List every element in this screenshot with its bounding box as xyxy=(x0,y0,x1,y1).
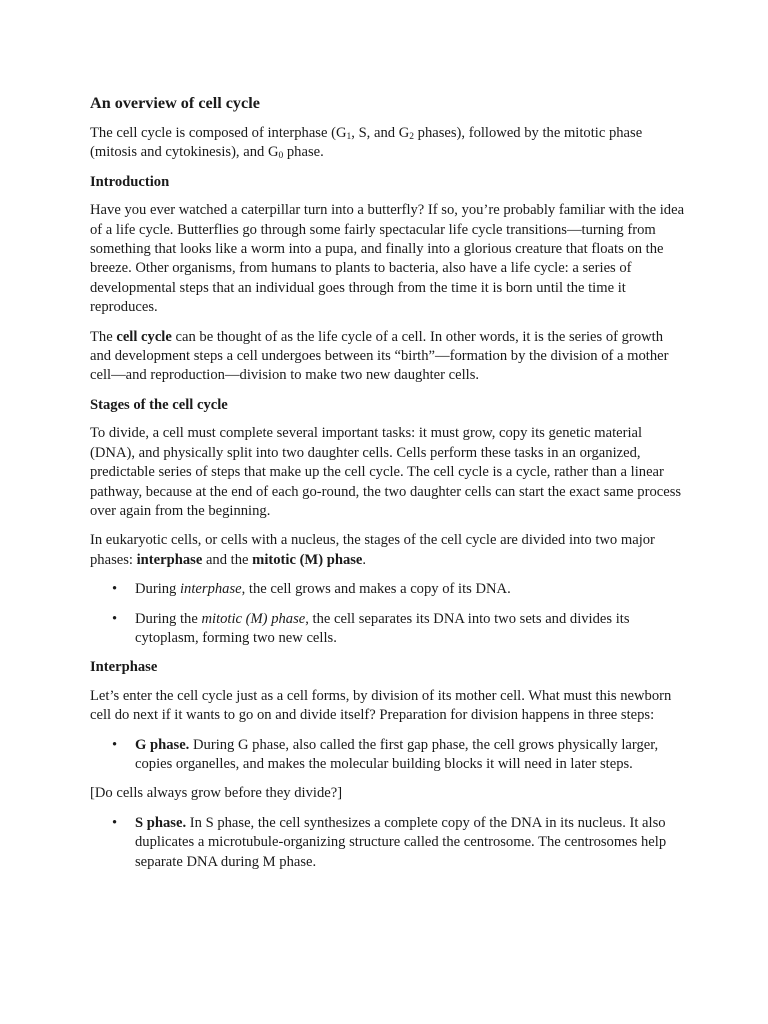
text-run: In eukaryotic cells, or cells with a nucleus, the stages of the cell cycle are divided into two major phases: xyxy=(90,532,655,568)
term-cell-cycle: cell cycle xyxy=(116,328,172,345)
stages-paragraph-1: To divide, a cell must complete several important tasks: it must grow, copy its genetic material (DNA), and physically split into two daughter cells. Cells perform these tasks in an organized, predictable series of steps that make up the cell cycle. The cell cycle is a cycle, rather than a linear pathway, because at the end of each go-round, the two daughter cells can start the exact same process over again from the beginning. xyxy=(90,425,682,519)
subscript-g2: 2 xyxy=(409,132,414,142)
introduction-paragraph-1: Have you ever watched a caterpillar turn into a butterfly? If so, you’re probably familiar with the idea of a life cycle. Butterflies go through some fairly spectacular life cycle transitions—turning from something that looks like a worm into a pupa, and finally into a glorious creature that floats on the breeze. Other organisms, from humans to plants to bacteria, also have a life cycle: a series of developmental steps that an individual goes through from the time it is born until the time it reproduces. xyxy=(90,202,685,316)
introduction-heading: Introduction xyxy=(90,173,170,190)
text-run: , the cell separates its DNA into two sets and divides its cytoplasm, forming two new cells. xyxy=(135,610,630,646)
subscript-g0: 0 xyxy=(278,151,284,162)
phases-list xyxy=(90,580,686,648)
subscript-g1: 1 xyxy=(346,132,352,142)
text-run: can be thought of as the life cycle of a cell. In other words, it is the series of growth and development steps a cell undergoes between its “birth”—formation by the division of a mother cell—and reproduction—division to make two new daughter cells. xyxy=(90,328,669,384)
text-run: During xyxy=(135,581,180,598)
list-item xyxy=(90,580,686,599)
page-title: An overview of cell cycle xyxy=(90,94,260,112)
g1-list xyxy=(90,736,686,775)
term-s-phase: S phase. xyxy=(135,814,187,831)
text-run: . xyxy=(362,551,367,568)
summary-text-2: , S, and G xyxy=(351,125,410,141)
list-item xyxy=(90,610,686,649)
bracket-note: [Do cells always grow before they divide?] xyxy=(90,785,343,802)
term-italic-mitotic-phase: mitotic (M) phase xyxy=(201,610,306,627)
term-mitotic-phase: mitotic (M) phase xyxy=(252,551,363,568)
list-item xyxy=(90,736,686,775)
summary-text-3: phases), followed by the mitotic phase (mitosis and cytokinesis), and G xyxy=(90,125,643,161)
text-run: During G phase, also called the first gap phase, the cell grows physically larger, copies organelles, and makes the molecular building blocks it will need in later steps. xyxy=(135,736,659,772)
interphase-heading: Interphase xyxy=(90,659,158,676)
text-run: During the xyxy=(135,610,202,627)
term-interphase: interphase xyxy=(136,551,203,568)
stages-heading: Stages of the cell cycle xyxy=(90,396,228,413)
list-item xyxy=(90,814,686,872)
text-run: and the xyxy=(202,551,253,568)
s-list xyxy=(90,814,686,872)
text-run: , the cell grows and makes a copy of its DNA. xyxy=(241,581,511,598)
summary-text-1: The cell cycle is composed of interphase (G xyxy=(90,125,347,141)
stages-paragraph-2 xyxy=(90,531,686,570)
interphase-paragraph-1: Let’s enter the cell cycle just as a cell forms, by division of its mother cell. What must this newborn cell do next if it wants to go on and divide itself? Preparation for division happens in three steps: xyxy=(90,687,672,724)
text-run: The xyxy=(90,328,117,345)
text-run: In S phase, the cell synthesizes a complete copy of the DNA in its nucleus. It also duplicates a microtubule-organizing structure called the centrosome. The centrosomes help separate DNA during M phase. xyxy=(135,814,667,870)
term-italic-interphase: interphase xyxy=(180,581,242,598)
term-g1-phase: G phase. xyxy=(135,736,190,753)
summary-text-4: phase. xyxy=(283,144,324,161)
introduction-paragraph-2 xyxy=(90,328,686,386)
summary-paragraph xyxy=(90,124,686,163)
document-body xyxy=(90,92,686,882)
